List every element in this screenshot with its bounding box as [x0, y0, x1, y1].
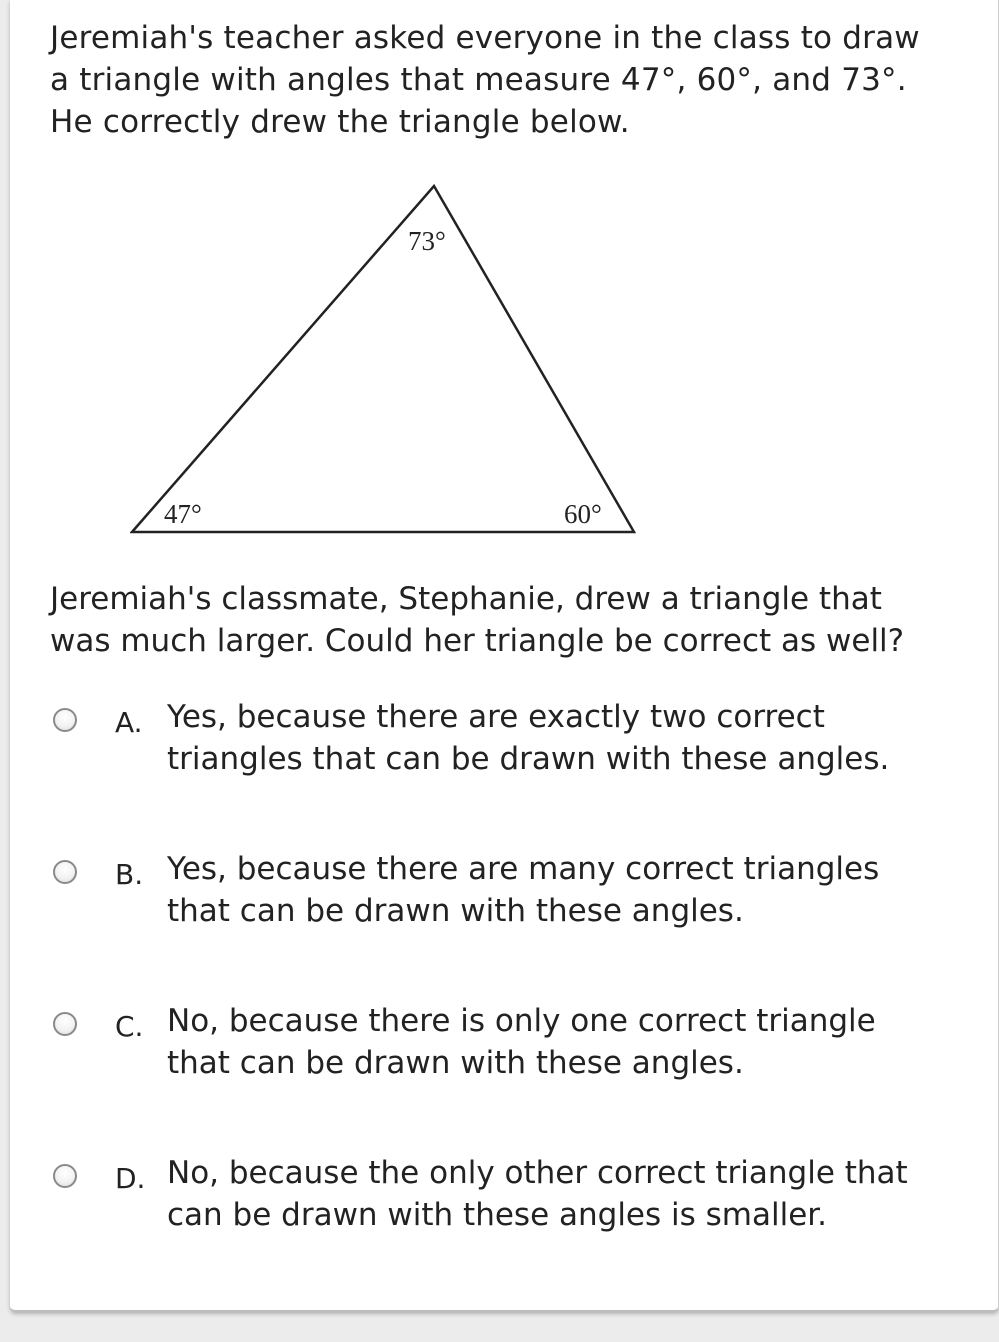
prompt-line-2: was much larger. Could her triangle be correct as well? [50, 623, 905, 659]
radio-button-d[interactable] [53, 1164, 77, 1188]
choice-d-line-1: No, because the only other correct triangle that [167, 1155, 908, 1191]
choice-b-line-2: that can be drawn with these angles. [167, 893, 744, 929]
triangle-shape [132, 186, 634, 532]
angle-label-top: 73° [408, 226, 446, 256]
question-card [10, 0, 999, 1312]
radio-button-b[interactable] [53, 860, 77, 884]
prompt-text [50, 578, 970, 662]
choice-text-b [167, 848, 967, 932]
radio-button-a[interactable] [53, 708, 77, 732]
question-line-3: He correctly drew the triangle below. [50, 104, 630, 140]
angle-label-left: 47° [164, 499, 202, 529]
choice-c-line-2: that can be drawn with these angles. [167, 1045, 744, 1081]
answer-choice-a[interactable] [50, 699, 970, 792]
question-line-2: a triangle with angles that measure 47°, 60°, and 73°. [50, 62, 907, 98]
radio-button-c[interactable] [53, 1012, 77, 1036]
triangle-figure [130, 180, 650, 540]
choice-a-line-1: Yes, because there are exactly two correct [167, 699, 825, 735]
choice-text-c [167, 1000, 967, 1084]
choice-d-line-2: can be drawn with these angles is smaller. [167, 1197, 828, 1233]
prompt-line-1: Jeremiah's classmate, Stephanie, drew a triangle that [50, 581, 882, 617]
answer-choice-d[interactable] [50, 1155, 970, 1248]
question-text [50, 17, 970, 143]
choice-text-a [167, 696, 967, 780]
choice-letter-c: C. [115, 1010, 144, 1043]
choice-c-line-1: No, because there is only one correct triangle [167, 1003, 876, 1039]
answer-choice-b[interactable] [50, 851, 970, 944]
choice-letter-a: A. [115, 706, 143, 739]
choice-text-d [167, 1152, 967, 1236]
question-line-1: Jeremiah's teacher asked everyone in the class to draw [50, 20, 920, 56]
answer-choice-c[interactable] [50, 1003, 970, 1096]
choice-a-line-2: triangles that can be drawn with these angles. [167, 741, 890, 777]
choice-letter-d: D. [115, 1162, 146, 1195]
choice-b-line-1: Yes, because there are many correct triangles [167, 851, 880, 887]
angle-label-right: 60° [564, 499, 602, 529]
choice-letter-b: B. [115, 858, 144, 891]
